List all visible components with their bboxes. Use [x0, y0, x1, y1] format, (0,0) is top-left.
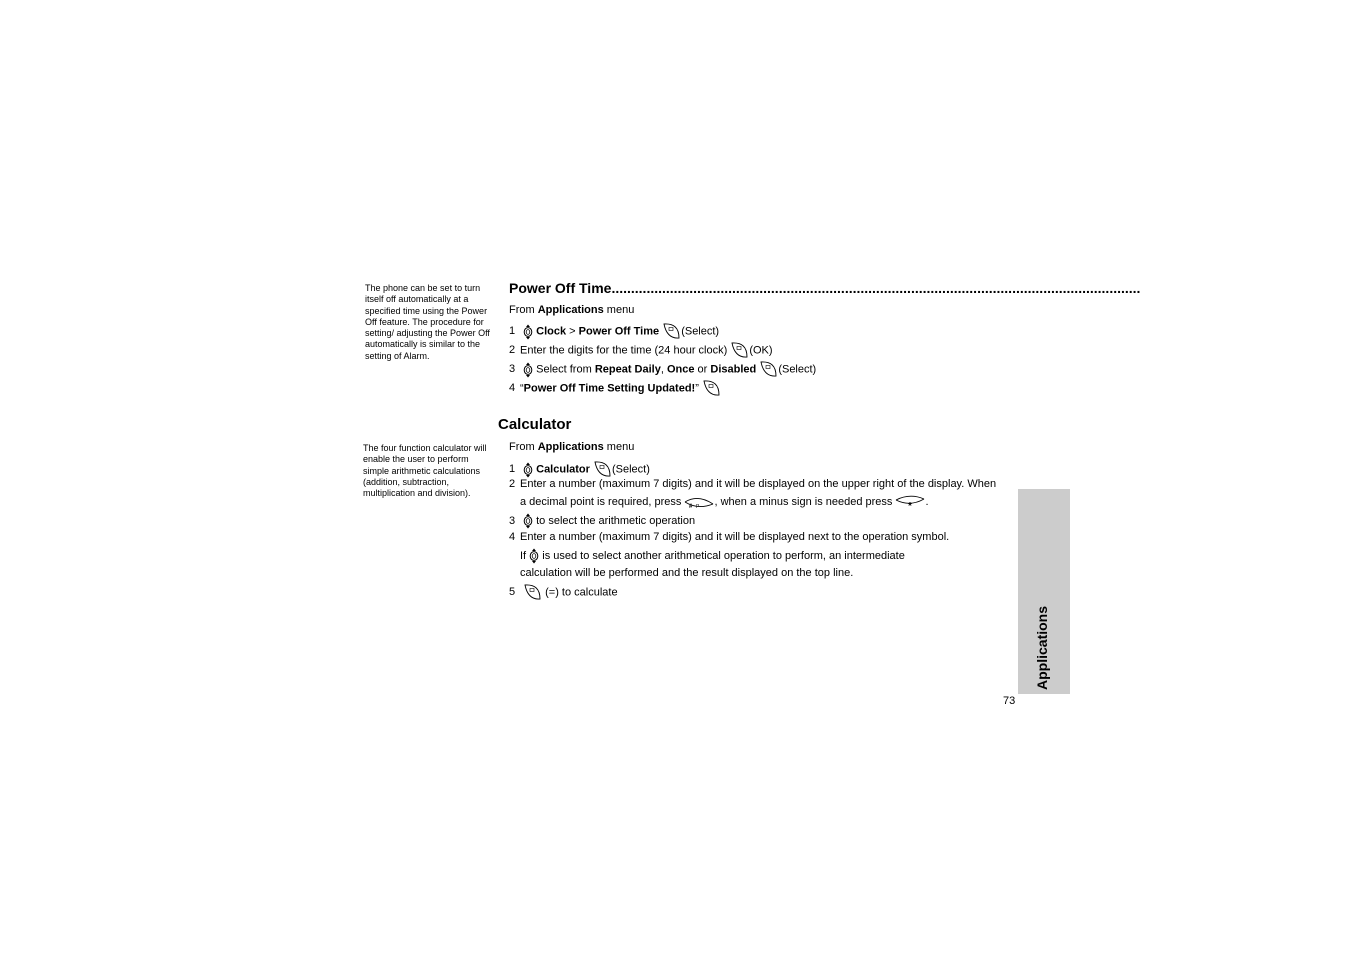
- star-key-icon: [895, 495, 925, 512]
- power-off-title: Power Off Time: [509, 280, 612, 296]
- calculator-heading: Calculator: [498, 416, 572, 433]
- softkey-icon: [593, 460, 612, 479]
- side-note-power-off: The phone can be set to turn itself off automatically at a specified time using the Power Off feature. The procedure for setting/ adjusting the Power Off automatically is similar to the setting of Alarm.: [365, 283, 490, 361]
- hash-key-icon: [684, 496, 714, 509]
- calculator-step-2-line-2: a decimal point is required, press # P , when a minus sign is needed press * .: [520, 495, 929, 512]
- power-off-step-3: 3 Select from Repeat Daily, Once or Disabled (Select): [509, 360, 816, 379]
- chapter-tab-label: Applications: [1034, 605, 1050, 690]
- navigation-key-icon: [523, 513, 533, 529]
- calculator-step-2-line-1: 2 Enter a number (maximum 7 digits) and it will be displayed on the upper right of the display. When: [509, 478, 997, 490]
- calculator-step-5: 5 (=) to calculate: [509, 583, 618, 602]
- softkey-icon: [523, 583, 542, 602]
- svg-text:P: P: [696, 503, 700, 510]
- calculator-step-3: 3 to select the arithmetic operation: [509, 513, 695, 529]
- page-number: 73: [1003, 695, 1016, 707]
- softkey-icon: [702, 379, 721, 398]
- calculator-step-4-line-2: If is used to select another arithmetical operation to perform, an intermediate: [520, 548, 905, 564]
- softkey-icon: [662, 322, 681, 341]
- calculator-from-line: From Applications menu: [509, 441, 635, 453]
- calculator-step-1: 1 Calculator (Select): [509, 460, 650, 479]
- svg-text:*: *: [908, 501, 913, 512]
- power-off-step-1: 1 Clock > Power Off Time (Select): [509, 322, 719, 341]
- power-off-from-line: From Applications menu: [509, 304, 635, 316]
- softkey-icon: [759, 360, 778, 379]
- power-off-step-2: 2 Enter the digits for the time (24 hour clock) (OK): [509, 341, 773, 360]
- navigation-key-icon: [523, 324, 533, 340]
- calculator-step-4-line-3: calculation will be performed and the result displayed on the top line.: [520, 567, 854, 579]
- power-off-heading: [509, 280, 1141, 296]
- power-off-step-4: 4 “Power Off Time Setting Updated!”: [509, 379, 721, 398]
- navigation-key-icon: [523, 462, 533, 478]
- side-note-calculator: The four function calculator will enable the user to perform simple arithmetic calculations (addition, subtraction, multiplication and division).: [363, 443, 487, 499]
- navigation-key-icon: [523, 362, 533, 378]
- calculator-step-4-line-1: 4 Enter a number (maximum 7 digits) and it will be displayed next to the operation symbol.: [509, 531, 950, 543]
- heading-leader-dots: ........................................................................................................................................: [611, 280, 1141, 296]
- navigation-key-icon: [529, 548, 539, 564]
- svg-text:#: #: [689, 503, 693, 510]
- softkey-icon: [730, 341, 749, 360]
